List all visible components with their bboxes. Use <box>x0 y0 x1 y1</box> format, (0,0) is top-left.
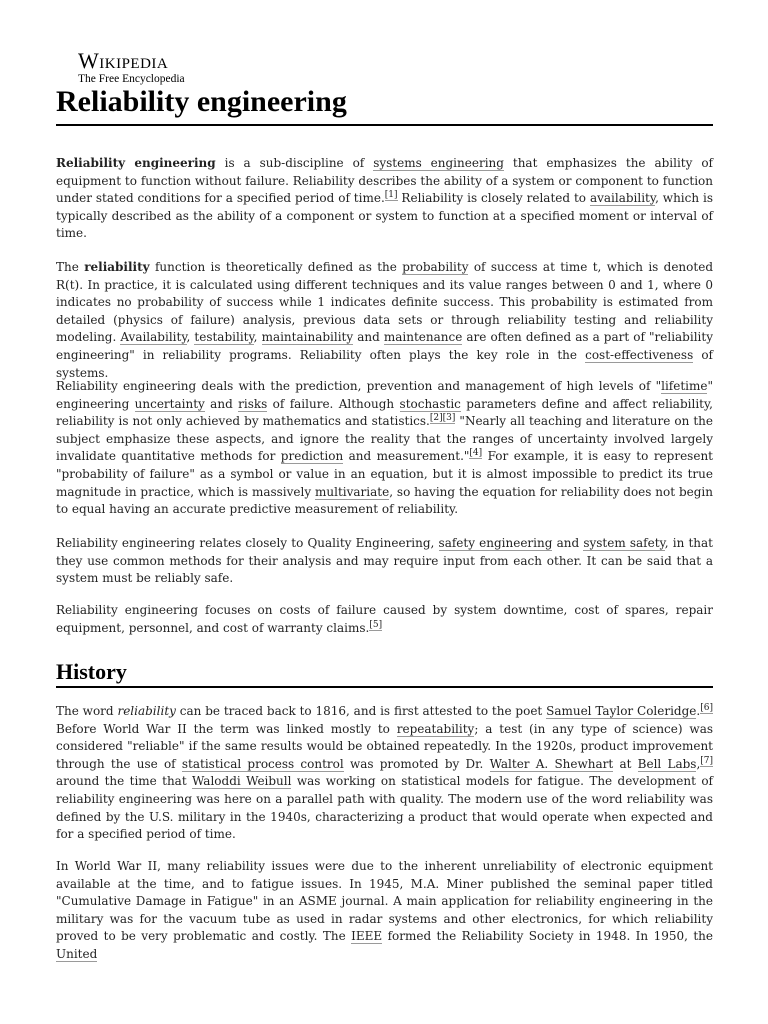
article-link[interactable]: systems engineering <box>373 156 504 170</box>
article-link[interactable]: Waloddi Weibull <box>192 774 292 789</box>
text-run: , in that they use common methods for their analysis and may require input from each other. It can be said that a system must be reliably safe. <box>56 536 713 586</box>
text-run: and <box>552 536 584 550</box>
article-link[interactable]: lifetime <box>661 379 708 393</box>
history-heading: History <box>56 659 127 684</box>
article-link[interactable]: repeatability <box>396 721 475 736</box>
text-run: For example, it is easy to represent "probability of failure" as a symbol or value in an equation, but it is almost impossible to predict its true magnitude in practice, which is massively <box>56 449 713 499</box>
text-run: Before World War II the term was linked mostly to <box>56 721 397 736</box>
article-link[interactable]: availability <box>589 191 656 206</box>
text-run: formed the Reliability Society in 1948. In 1950, the <box>382 929 713 944</box>
text-run: and <box>353 330 384 345</box>
article-link[interactable]: safety engineering <box>438 536 553 550</box>
text-run: was promoted by Dr. <box>343 756 490 771</box>
text-run: function is theoretically defined as the <box>149 260 403 274</box>
wikipedia-logo[interactable] <box>78 50 185 86</box>
article-link[interactable]: Availability <box>120 330 187 345</box>
text-run: and measurement." <box>343 449 470 464</box>
text-run: of success at time t, which is denoted R(t). In practice, it is calculated using different techniques and its value ranges between 0 and 1, where 0 indicates no probability of success while 1 indicates definite success. This probability is estimated from detailed (physics of failure) analysis, previous data sets or through reliability testing and reliability modeling. <box>56 260 713 345</box>
reference-link[interactable]: [1] <box>384 190 398 201</box>
article-link[interactable]: IEEE <box>351 929 383 944</box>
history-paragraph-1 <box>56 703 713 844</box>
text-run: , <box>696 756 701 771</box>
intro-paragraph-1 <box>56 155 713 243</box>
article-link[interactable]: testability <box>194 330 254 345</box>
reference-link[interactable]: [6] <box>700 703 713 713</box>
text-run: Reliability is closely related to <box>397 191 590 206</box>
intro-paragraph-3 <box>56 378 713 519</box>
bold-term: reliability <box>84 260 150 274</box>
history-paragraph-2 <box>56 858 713 964</box>
intro-paragraph-5 <box>56 602 713 637</box>
article-link[interactable]: Bell Labs <box>637 756 697 771</box>
text-run: "Nearly all teaching and literature on the subject emphasize these aspects, and ignore the reality that the ranges of uncertainty involved largely invalidate quantitative methods for <box>56 414 714 464</box>
history-underline <box>56 686 713 688</box>
bold-term: Reliability engineering <box>56 156 216 170</box>
text-run: ; a test (in any type of science) was considered "reliable" if the same results would be obtained repeatedly. In the 1920s, product improvement through the use of <box>56 721 714 771</box>
article-link[interactable]: multivariate <box>315 484 390 499</box>
intro-paragraph-2 <box>56 259 713 382</box>
article-link[interactable]: maintainability <box>261 330 354 345</box>
page-title: Reliability engineering <box>56 85 347 118</box>
text-run: Reliability engineering deals with the prediction, prevention and management of high levels of " <box>56 379 662 393</box>
reference-link[interactable]: [7] <box>700 755 714 766</box>
reference-link[interactable]: [5] <box>369 619 383 630</box>
title-underline <box>56 124 713 126</box>
text-run: In World War II, many reliability issues were due to the inherent unreliability of electronic equipment available at the time, and to fatigue issues. In 1945, M.A. Miner published the seminal paper titled "Cumulative Damage in Fatigue" in an ASME journal. A main application for reliability engineering in the military was for the vacuum tube as used in radar systems and other electronics, for which reliability proved to be very problematic and costly. The <box>56 859 713 944</box>
text-run: , so having the equation for reliability does not begin to equal having an accurate predictive measurement of reliability. <box>56 484 713 517</box>
text-run: The <box>56 260 85 274</box>
article-link[interactable]: Walter A. Shewhart <box>489 756 614 771</box>
text-run: and <box>204 396 239 411</box>
text-run: of systems. <box>56 347 713 380</box>
text-run: Reliability engineering focuses on costs of failure caused by system downtime, cost of spares, repair equipment, personnel, and cost of warranty claims. <box>56 603 713 635</box>
article-link[interactable]: Samuel Taylor Coleridge <box>546 704 697 718</box>
article-link[interactable]: uncertainty <box>134 396 205 411</box>
text-run: are often defined as a part of "reliability engineering" in reliability programs. Reliability often plays the key role in the <box>56 330 713 362</box>
article-link[interactable]: probability <box>402 260 469 274</box>
text-run: Reliability engineering relates closely to Quality Engineering, <box>56 536 439 550</box>
article-link[interactable]: maintenance <box>383 330 463 345</box>
text-run: can be traced back to 1816, and is first attested to the poet <box>175 704 547 718</box>
reference-link[interactable]: [4] <box>469 448 483 459</box>
text-run: " engineering <box>56 379 713 411</box>
article-link[interactable]: prediction <box>280 449 344 464</box>
article-link[interactable]: stochastic <box>399 396 461 411</box>
text-run: was working on statistical models for fatigue. The development of reliability engineering was here on a parallel path with quality. The modern use of the word reliability was defined by the U.S. military in the 1940s, characterizing a product that would operate when expected and for a specified period of time. <box>56 774 713 842</box>
text-run: , <box>253 330 262 345</box>
text-run: , which is typically described as the ability of a component or system to function at a specified moment or interval of time. <box>56 191 713 241</box>
site-tagline: The Free Encyclopedia <box>78 73 185 85</box>
text-run: around the time that <box>56 774 193 789</box>
reference-link[interactable]: [2][3] <box>429 413 456 424</box>
article-link[interactable]: United <box>56 946 98 961</box>
text-run: . <box>696 704 701 718</box>
article-link[interactable]: statistical process control <box>181 756 344 771</box>
text-run: The word <box>56 704 118 718</box>
text-run: at <box>613 756 638 771</box>
site-wordmark: Wikipedia <box>78 48 169 73</box>
italic-term: reliability <box>117 704 176 718</box>
article-link[interactable]: system safety <box>583 536 665 550</box>
text-run: parameters define and affect reliability, reliability is not only achieved by mathematics and statistics. <box>56 396 713 429</box>
article-link[interactable]: risks <box>238 396 268 411</box>
text-run: is a sub-discipline of <box>215 156 374 170</box>
text-run: , <box>186 330 195 345</box>
text-run: of failure. Although <box>267 396 400 411</box>
intro-paragraph-4 <box>56 535 713 588</box>
text-run: that emphasizes the ability of equipment to function without failure. Reliability describes the ability of a system or component to function under stated conditions for a specified period of time. <box>56 156 713 206</box>
article-link[interactable]: cost-effectiveness <box>585 347 694 362</box>
